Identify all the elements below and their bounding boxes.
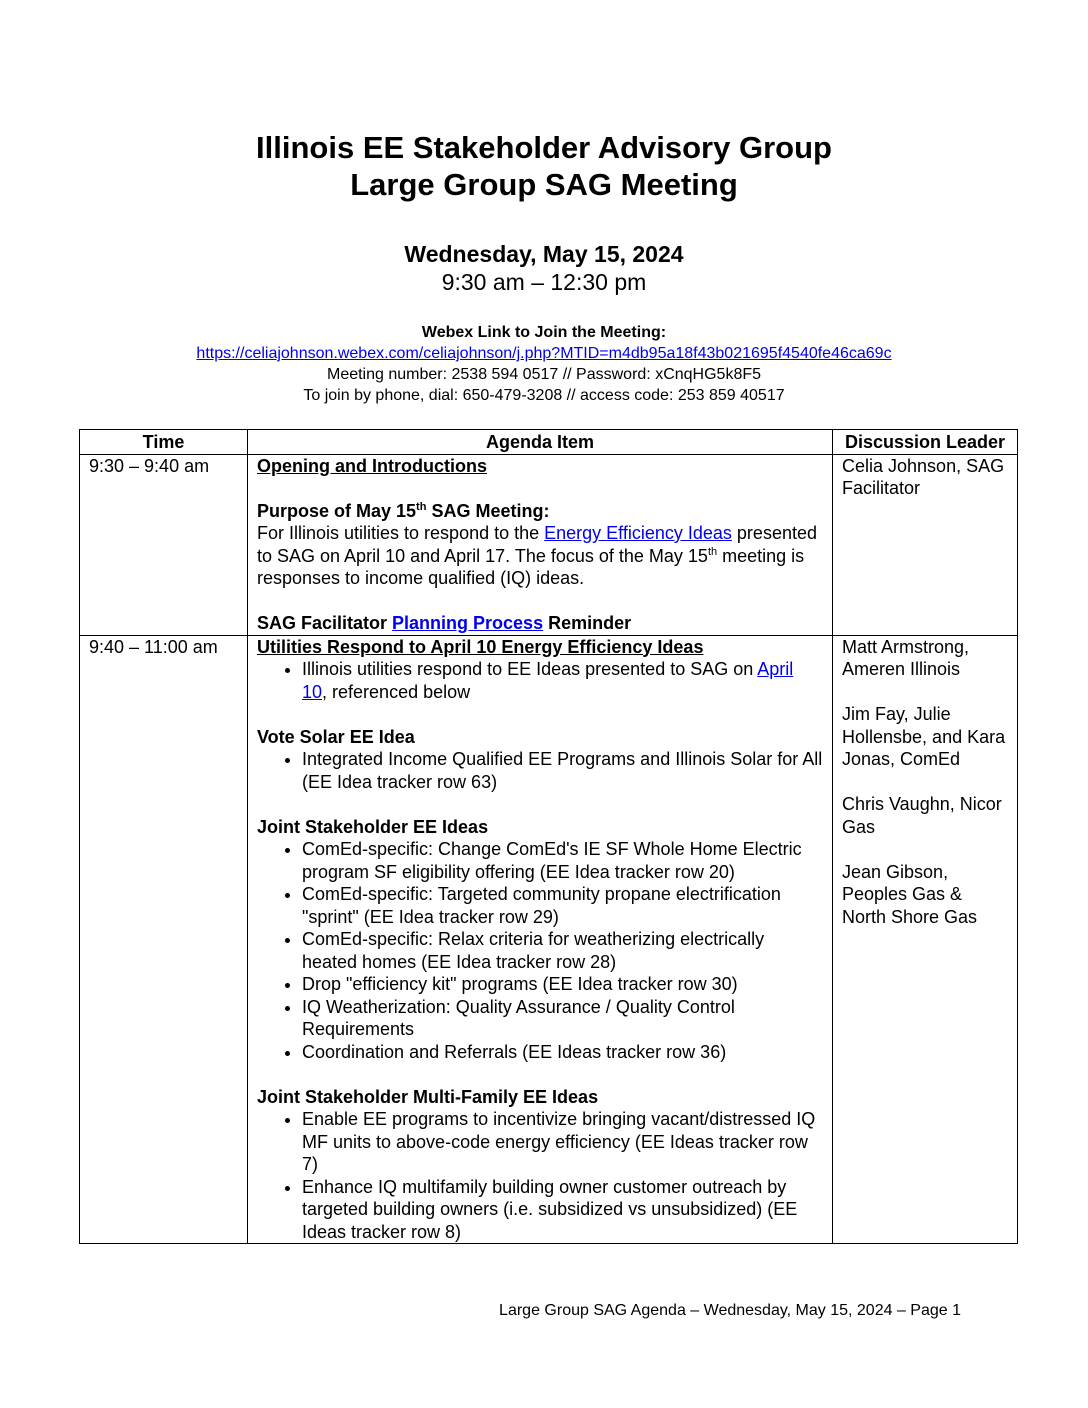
- row2-time: 9:40 – 11:00 am: [80, 635, 248, 1244]
- webex-info: [0, 322, 1088, 406]
- table-header-row: [80, 430, 1018, 455]
- list-item: • Illinois utilities respond to EE Ideas presented to SAG on April 10, referenced below: [302, 658, 823, 703]
- joint-ideas-list: [257, 838, 823, 1063]
- list-item: • Drop "efficiency kit" programs (EE Idea tracker row 30): [302, 973, 823, 996]
- row2-heading: Utilities Respond to April 10 Energy Efficiency Ideas: [257, 636, 704, 657]
- joint-ideas-heading: Joint Stakeholder EE Ideas: [257, 816, 489, 837]
- row1-agenda: [248, 454, 833, 635]
- purpose-text: For Illinois utilities to respond to the Energy Efficiency Ideas presented to SAG on April 10 and April 17. The focus of the May 15th meeting is responses to income qualified (IQ) ideas.: [257, 523, 817, 588]
- planning-process-link[interactable]: Planning Process: [392, 613, 544, 633]
- list-item: • Coordination and Referrals (EE Ideas tracker row 36): [302, 1041, 823, 1064]
- vote-solar-list: [257, 748, 823, 793]
- header-agenda-item: Agenda Item: [248, 430, 833, 455]
- intro-list: [257, 658, 823, 703]
- april-10-link[interactable]: April 10: [302, 659, 794, 702]
- list-item: • ComEd-specific: Relax criteria for weatherizing electrically heated homes (EE Idea tracker row 28): [302, 928, 823, 973]
- row1-heading: Opening and Introductions: [257, 455, 487, 476]
- table-row: [80, 454, 1018, 635]
- list-item: • Enhance IQ multifamily building owner customer outreach by targeted building owners (i.e. subsidized vs unsubsidized) (EE Ideas tracker row 8): [302, 1176, 823, 1244]
- leader-ameren: Matt Armstrong, Ameren Illinois: [842, 636, 970, 679]
- leader-nicor: Chris Vaughn, Nicor Gas: [842, 794, 1002, 837]
- phone-line: To join by phone, dial: 650-479-3208 // access code: 253 859 40517: [303, 387, 785, 404]
- list-item: • ComEd-specific: Change ComEd's IE SF Whole Home Electric program SF eligibility offering (EE Idea tracker row 20): [302, 838, 823, 883]
- webex-link[interactable]: https://celiajohnson.webex.com/celiajohnson/j.php?MTID=m4db95a18f43b021695f4540fe46ca69c: [196, 345, 892, 362]
- page-footer: Large Group SAG Agenda – Wednesday, May 15, 2024 – Page 1: [499, 1302, 961, 1319]
- mf-ideas-heading: Joint Stakeholder Multi-Family EE Ideas: [257, 1086, 599, 1107]
- row2-leaders: [833, 635, 1018, 1244]
- table-row: [80, 635, 1018, 1244]
- list-item: • IQ Weatherization: Quality Assurance / Quality Control Requirements: [302, 996, 823, 1041]
- document-subtitle: Large Group SAG Meeting: [350, 167, 738, 202]
- purpose-heading: Purpose of May 15th SAG Meeting:: [257, 500, 550, 521]
- document-title: Illinois EE Stakeholder Advisory Group: [256, 130, 832, 165]
- leader-peoples-gas: Jean Gibson, Peoples Gas & North Shore Gas: [842, 861, 978, 927]
- meeting-number-line: Meeting number: 2538 594 0517 // Password: xCnqHG5k8F5: [326, 366, 762, 383]
- leader-comed: Jim Fay, Julie Hollensbe, and Kara Jonas, ComEd: [842, 704, 1006, 769]
- vote-solar-heading: Vote Solar EE Idea: [257, 726, 415, 747]
- mf-ideas-list: [257, 1108, 823, 1243]
- header-discussion-leader: Discussion Leader: [833, 430, 1018, 455]
- row2-agenda: [248, 635, 833, 1244]
- planning-reminder: SAG Facilitator Planning Process Reminder: [257, 613, 632, 633]
- webex-label: Webex Link to Join the Meeting:: [421, 324, 667, 341]
- agenda-table: [79, 429, 1018, 1244]
- list-item: • Integrated Income Qualified EE Programs and Illinois Solar for All (EE Idea tracker row 63): [302, 748, 823, 793]
- meeting-time: 9:30 am – 12:30 pm: [441, 269, 647, 295]
- row1-time: 9:30 – 9:40 am: [80, 454, 248, 635]
- header-time: Time: [80, 430, 248, 455]
- energy-efficiency-ideas-link[interactable]: Energy Efficiency Ideas: [544, 523, 732, 543]
- list-item: • Enable EE programs to incentivize bringing vacant/distressed IQ MF units to above-code energy efficiency (EE Ideas tracker row 7): [302, 1108, 823, 1176]
- list-item: • ComEd-specific: Targeted community propane electrification "sprint" (EE Idea tracker row 29): [302, 883, 823, 928]
- row1-leader: Celia Johnson, SAG Facilitator: [833, 454, 1018, 635]
- meeting-date: Wednesday, May 15, 2024: [404, 241, 684, 267]
